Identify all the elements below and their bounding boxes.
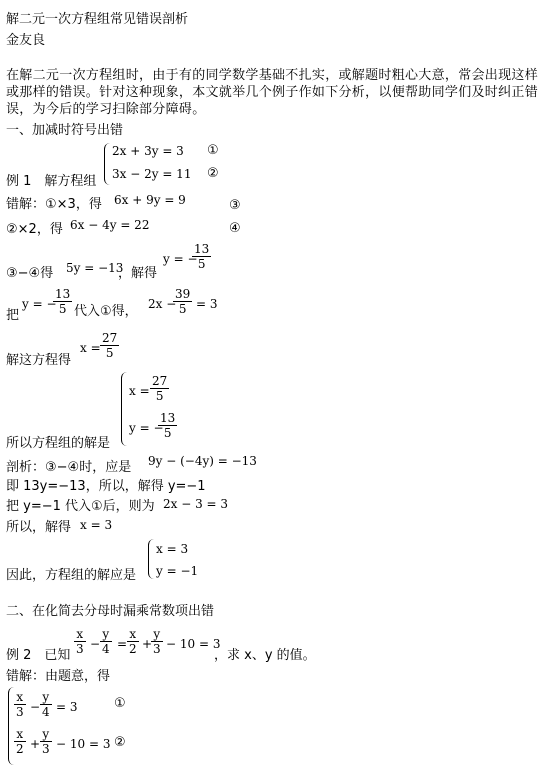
fraction-denominator: 2 xyxy=(129,642,137,656)
solution-x-fraction xyxy=(150,374,169,403)
fraction-denominator: 5 xyxy=(158,425,177,440)
fraction-numerator: 39 xyxy=(175,287,191,301)
fraction-numerator: 13 xyxy=(194,242,210,256)
frac-x-over-3 xyxy=(74,627,86,656)
frac-y-over-3 xyxy=(151,627,163,656)
example2-label: 例 2 已知 xyxy=(6,648,71,663)
system-brace xyxy=(104,143,110,185)
solve-text-1: ，解得 xyxy=(118,266,158,281)
fraction-numerator: x xyxy=(76,627,84,641)
circled-3-marker: ③ xyxy=(229,198,241,213)
frac-x-over-2 xyxy=(127,627,139,656)
equals-sign: = xyxy=(117,637,128,651)
fraction-numerator: 27 xyxy=(102,331,118,345)
ex1-equation-2: 3x − 2y = 11 xyxy=(112,167,192,181)
subtract-step-text: ③−④得 xyxy=(6,266,54,281)
substituted-equation-lhs: 2x − xyxy=(148,297,177,311)
fraction-denominator: 5 xyxy=(100,345,119,360)
fraction-numerator: y xyxy=(102,627,110,641)
circled-2-marker: ② xyxy=(207,166,219,181)
substituted-equation-rhs: = 3 xyxy=(196,297,218,311)
correct-solution-text: 因此，方程组的解应是 xyxy=(6,568,137,583)
section2-heading: 二、在化简去分母时漏乘常数项出错 xyxy=(6,604,215,619)
wrong-step-2-text: ②×2，得 xyxy=(6,222,63,237)
question-text: ，求 x、y 的值。 xyxy=(214,648,316,663)
sys-frac-x-over-3 xyxy=(14,690,26,719)
sys-equation-2-tail: − 10 = 3 xyxy=(56,737,111,751)
analysis-text: 剖析：③−④时，应是 xyxy=(6,460,132,475)
ex1-equation-1: 2x + 3y = 3 xyxy=(112,144,184,158)
fraction-numerator: 27 xyxy=(152,374,168,388)
circled-2-marker: ② xyxy=(114,735,126,750)
fraction-numerator: y xyxy=(42,690,50,704)
frac-y-over-4 xyxy=(100,627,112,656)
sys-frac-x-over-2 xyxy=(14,727,26,756)
minus-sign: − xyxy=(90,637,101,651)
author-name: 金友良 xyxy=(6,33,46,48)
analysis-result: 即 13y=−13，所以，解得 y=−1 xyxy=(6,479,206,494)
sys-frac-y-over-4 xyxy=(40,690,52,719)
section1-heading: 一、加减时符号出错 xyxy=(6,123,124,138)
wrong-solution-2-text: 错解：由题意，得 xyxy=(6,669,111,684)
fraction-denominator: 2 xyxy=(16,742,24,756)
fraction-denominator: 5 xyxy=(53,301,72,316)
fraction-denominator: 5 xyxy=(173,301,192,316)
solve-x-text: 所以，解得 xyxy=(6,520,72,535)
analysis-equation: 9y − (−4y) = −13 xyxy=(148,454,257,468)
substitute-label: 把 xyxy=(6,308,20,323)
fraction-numerator: 13 xyxy=(55,287,71,301)
x-equals-3: x = 3 xyxy=(80,518,113,532)
substitute-y-equation: 2x − 3 = 3 xyxy=(163,497,229,511)
solution-y-fraction xyxy=(158,411,177,440)
circled-4-marker: ④ xyxy=(229,221,241,236)
equation-tail: − 10 = 3 xyxy=(166,637,221,651)
fraction-numerator: x xyxy=(16,690,24,704)
fraction-denominator: 3 xyxy=(76,642,84,656)
fraction-denominator: 4 xyxy=(42,705,50,719)
fraction-numerator: x xyxy=(16,727,24,741)
intro-paragraph: 在解二元一次方程组时，由于有的同学数学基础不扎实，或解题时粗心大意，常会出现这样或那样的错误。针对这种现象，本文就举几个例子作如下分析，以便帮助同学们及时纠正错误，为今后的学习扫除部分障碍。 xyxy=(6,68,539,117)
sys-minus-sign: − xyxy=(30,700,41,714)
fraction-numerator: 13 xyxy=(160,411,176,425)
substitute-y-text: 把 y=−1 代入①后，则为 xyxy=(6,499,155,514)
solution-x-lhs: x = xyxy=(129,384,150,398)
correct-x: x = 3 xyxy=(156,542,189,556)
substitute-into-text: 代入①得， xyxy=(74,304,138,319)
solution-y-lhs: y = − xyxy=(129,421,164,435)
y-value-lhs: y = − xyxy=(163,252,198,266)
fraction-numerator: y xyxy=(42,727,50,741)
fraction-denominator: 4 xyxy=(102,642,110,656)
wrong-step-1-text: 错解：①×3，得 xyxy=(6,197,102,212)
fraction-denominator: 3 xyxy=(153,642,161,656)
subtract-step-equation: 5y = −13 xyxy=(66,261,124,275)
substituted-equation-fraction xyxy=(173,287,192,316)
substitute-y-lhs: y = − xyxy=(22,297,57,311)
wrong-step-2-equation: 6x − 4y = 22 xyxy=(70,218,150,232)
solution-brace xyxy=(121,372,127,446)
article-title: 解二元一次方程组常见错误剖析 xyxy=(6,12,189,27)
example1-label: 例 1 解方程组 xyxy=(6,174,97,189)
substitute-y-fraction xyxy=(53,287,72,316)
circled-1-marker: ① xyxy=(114,696,126,711)
correct-solution-brace xyxy=(148,539,154,579)
x-value-lhs: x = xyxy=(80,341,101,355)
therefore-solution-text: 所以方程组的解是 xyxy=(6,436,111,451)
fraction-numerator: y xyxy=(153,627,161,641)
sys-equation-1-rhs: = 3 xyxy=(56,700,78,714)
plus-sign: + xyxy=(142,637,153,651)
circled-1-marker: ① xyxy=(207,143,219,158)
correct-y: y = −1 xyxy=(156,564,199,578)
fraction-denominator: 5 xyxy=(150,388,169,403)
x-value-fraction xyxy=(100,331,119,360)
solve-equation-text: 解这方程得 xyxy=(6,353,72,368)
fraction-numerator: x xyxy=(129,627,137,641)
wrong-step-1-equation: 6x + 9y = 9 xyxy=(114,193,186,207)
y-value-fraction xyxy=(192,242,211,271)
sys-frac-y-over-3 xyxy=(40,727,52,756)
fraction-denominator: 3 xyxy=(42,742,50,756)
fraction-denominator: 3 xyxy=(16,705,24,719)
sys-plus-sign: + xyxy=(30,737,41,751)
fraction-denominator: 5 xyxy=(192,256,211,271)
